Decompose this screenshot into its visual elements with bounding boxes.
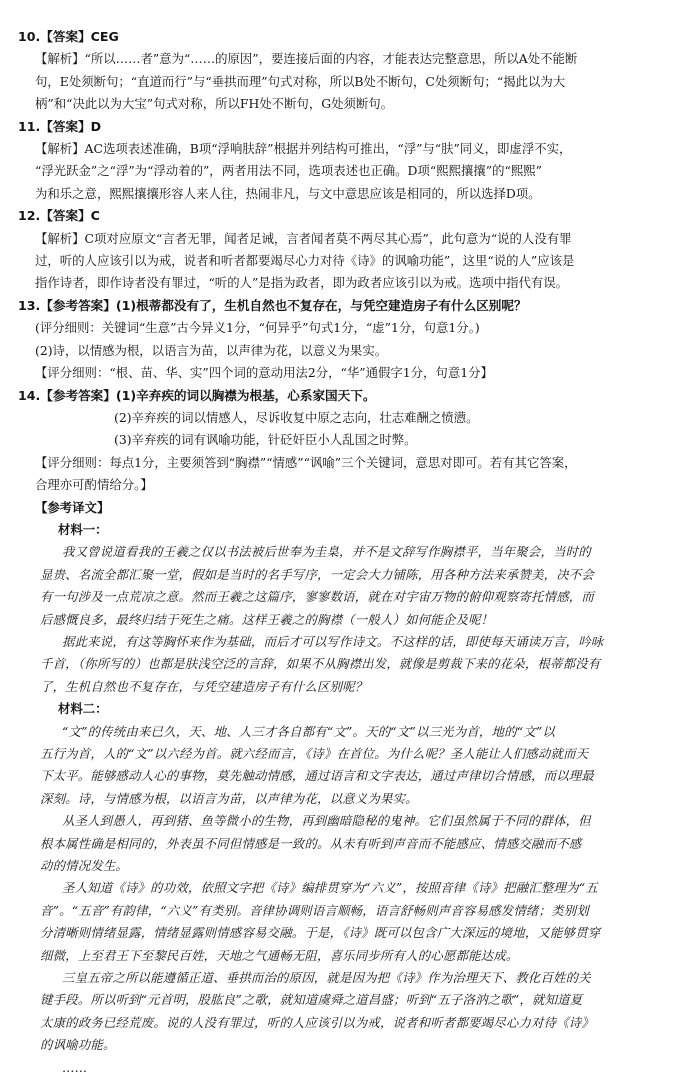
material2-line: 三皇五帝之所以能遵循正道、垂拱而治的原因，就是因为把《诗》作为治理天下、教化百姓的关 xyxy=(62,970,591,986)
material2-line: 下太平。能够感动人心的事物，莫先触动情感，通过语言和文字表达，通过声律切合情感，而以理最 xyxy=(40,768,594,784)
q13-answer-line: (2)诗，以情感为根，以语言为苗，以声律为花，以意义为果实。 xyxy=(35,342,388,358)
material1-line: 千首，（你所写的）也都是肤浅空泛的言辞，如果不从胸襟出发，就像是剪裁下来的花朵，根蒂都没有 xyxy=(40,656,601,672)
q13-rubric-line: 【评分细则：“根、苗、华、实”四个词的意动用法2分，“华”通假字1分，句意1分】 xyxy=(35,365,493,381)
material2-line: 分清晰则情绪显露，情绪显露则情感容易交融。于是，《诗》既可以包含广大深远的境地，又能够贯穿 xyxy=(40,925,601,941)
material2-line: 根本属性确是相同的，外表虽不同但情感是一致的。从未有听到声音而不能感应、情感交融而不感 xyxy=(40,835,582,851)
q11-analysis-line: 【解析】AC选项表述准确，B项“浮响肤辞”根据并列结构可推出，“浮”与“肤”同义，即虚浮不实， xyxy=(35,141,572,157)
q11-analysis-line: “浮光跃金”之“浮”为“浮动着的”，两者用法不同，选项表述也正确。D项“熙熙攘攘”的“熙熙” xyxy=(35,163,542,179)
material2-line: “文”的传统由来已久，天、地、人三才各自都有“文”。天的“文”以三光为首，地的“文”以 xyxy=(62,723,555,739)
q14-rubric-line: 【评分细则：每点1分，主要须答到“胸襟”“情感”“讽喻”三个关键词，意思对即可。若有其它答案， xyxy=(35,454,577,470)
material2-line: 深刻。诗，与情感为根，以语言为苗，以声律为花，以意义为果实。 xyxy=(40,790,418,806)
material2-line: 动的情况发生。 xyxy=(40,858,129,874)
material2-line: 圣人知道《诗》的功效，依照文字把《诗》编排贯穿为“六义”，按照音律《诗》把融汇整理为“五 xyxy=(62,880,598,896)
ellipsis: …… xyxy=(62,1059,88,1075)
material2-title: 材料二： xyxy=(58,701,108,717)
material2-line: 细微，上至君王下至黎民百姓，天地之气通畅无阻，喜乐同步所有人的心愿都能达成。 xyxy=(40,947,519,963)
material1-line: 了，生机自然也不复存在，与凭空建造房子有什么区别呢？ xyxy=(40,678,368,694)
q12-analysis-line: 【解析】C项对应原文“言者无罪，闻者足诫，言者闻者莫不两尽其心焉”，此句意为“说的人没有罪 xyxy=(35,230,572,246)
material1-line: 后感慨良多，最终归结于死生之痛。这样王羲之的胸襟（一般人）如何能企及呢！ xyxy=(40,611,494,627)
q14-answer-line: (3)辛弃疾的词有讽喻功能，针砭奸臣小人乱国之时弊。 xyxy=(114,432,417,448)
q13-rubric-line: (评分细则：关键词“生意”古今异义1分，“何异乎”句式1分，“虚”1分，句意1分。) xyxy=(35,320,480,336)
material2-line: 键手段。所以听到“元首明，股肱良”之歌，就知道虞舜之道昌盛；听到“五子洛汭之歌”，就知道夏 xyxy=(40,992,583,1008)
q11-answer: 11.【答案】D xyxy=(18,118,102,134)
material2-line: 音”。“五音”有韵律，“六义”有类别。音律协调则语言顺畅，语言舒畅则声音容易感发情绪；类别划 xyxy=(40,902,589,918)
q11-analysis-line: 为和乐之意，熙熙攘攘形容人来人往，热闹非凡，与文中意思应该是相同的，所以选择D项。 xyxy=(35,185,541,201)
material2-line: 太康的政务已经荒废。说的人没有罪过，听的人应该引以为戒，说者和听者都要竭尽心力对待《诗》 xyxy=(40,1014,594,1030)
q10-analysis-line: 【解析】“所以……者”意为“……的原因”，要连接后面的内容，才能表达完整意思，所以A处不能断 xyxy=(35,51,578,67)
q13-answer: 13.【参考答案】(1)根蒂都没有了，生机自然也不复存在，与凭空建造房子有什么区别呢？ xyxy=(18,297,527,313)
q12-answer: 12.【答案】C xyxy=(18,208,100,224)
translation-heading: 【参考译文】 xyxy=(35,499,110,515)
q12-analysis-line: 过，听的人应该引以为戒，说者和听者都要竭尽心力对待《诗》的讽喻功能”，这里“说的人”应该是 xyxy=(35,253,575,269)
material2-line: 从圣人到愚人，再到猪、鱼等微小的生物，再到幽暗隐秘的鬼神。它们虽然属于不同的群体，但 xyxy=(62,813,591,829)
q14-rubric-line: 合理亦可酌情给分。】 xyxy=(35,477,153,493)
q14-answer: 14.【参考答案】(1)辛弃疾的词以胸襟为根基，心系家国天下。 xyxy=(18,387,376,403)
material1-line: 有一句涉及一点荒凉之意。然而王羲之这篇序，寥寥数语，就在对宇宙万物的俯仰观察寄托情感，而 xyxy=(40,589,594,605)
material1-line: 据此来说，有这等胸怀来作为基础，而后才可以写作诗文。不这样的话，即使每天诵读万言，吟咏 xyxy=(62,633,604,649)
q14-answer-line: (2)辛弃疾的词以情感人，尽诉收复中原之志向，壮志难酬之愤懑。 xyxy=(114,409,479,425)
q10-answer: 10.【答案】CEG xyxy=(18,29,119,44)
material2-line: 五行为首，人的“文”以六经为首。就六经而言，《诗》在首位。为什么呢？圣人能让人们感动就而天 xyxy=(40,746,589,761)
material1-title: 材料一： xyxy=(58,521,108,537)
q10-analysis-line: 句，E处须断句；“直道而行”与“垂拱而理”句式对称，所以B处不断句，C处须断句；“揭此以为大 xyxy=(35,73,566,89)
q10-analysis-line: 柄”和“决此以为大宝”句式对称，所以FH处不断句，G处须断句。 xyxy=(35,96,394,112)
material2-line: 的讽喻功能。 xyxy=(40,1037,116,1053)
q12-analysis-line: 指作诗者，即作诗者没有罪过，“听的人”是指为政者，即为政者应该引以为戒。选项中指代有误。 xyxy=(35,275,569,291)
material1-line: 显贵、名流全都汇聚一堂，假如是当时的名手写序，一定会大力铺陈，用各种方法来承赞美，决不会 xyxy=(40,566,594,582)
material1-line: 我又曾说道看我的王羲之仅以书法被后世奉为圭臬，并不是文辞写作胸襟平，当年聚会，当时的 xyxy=(62,544,591,560)
